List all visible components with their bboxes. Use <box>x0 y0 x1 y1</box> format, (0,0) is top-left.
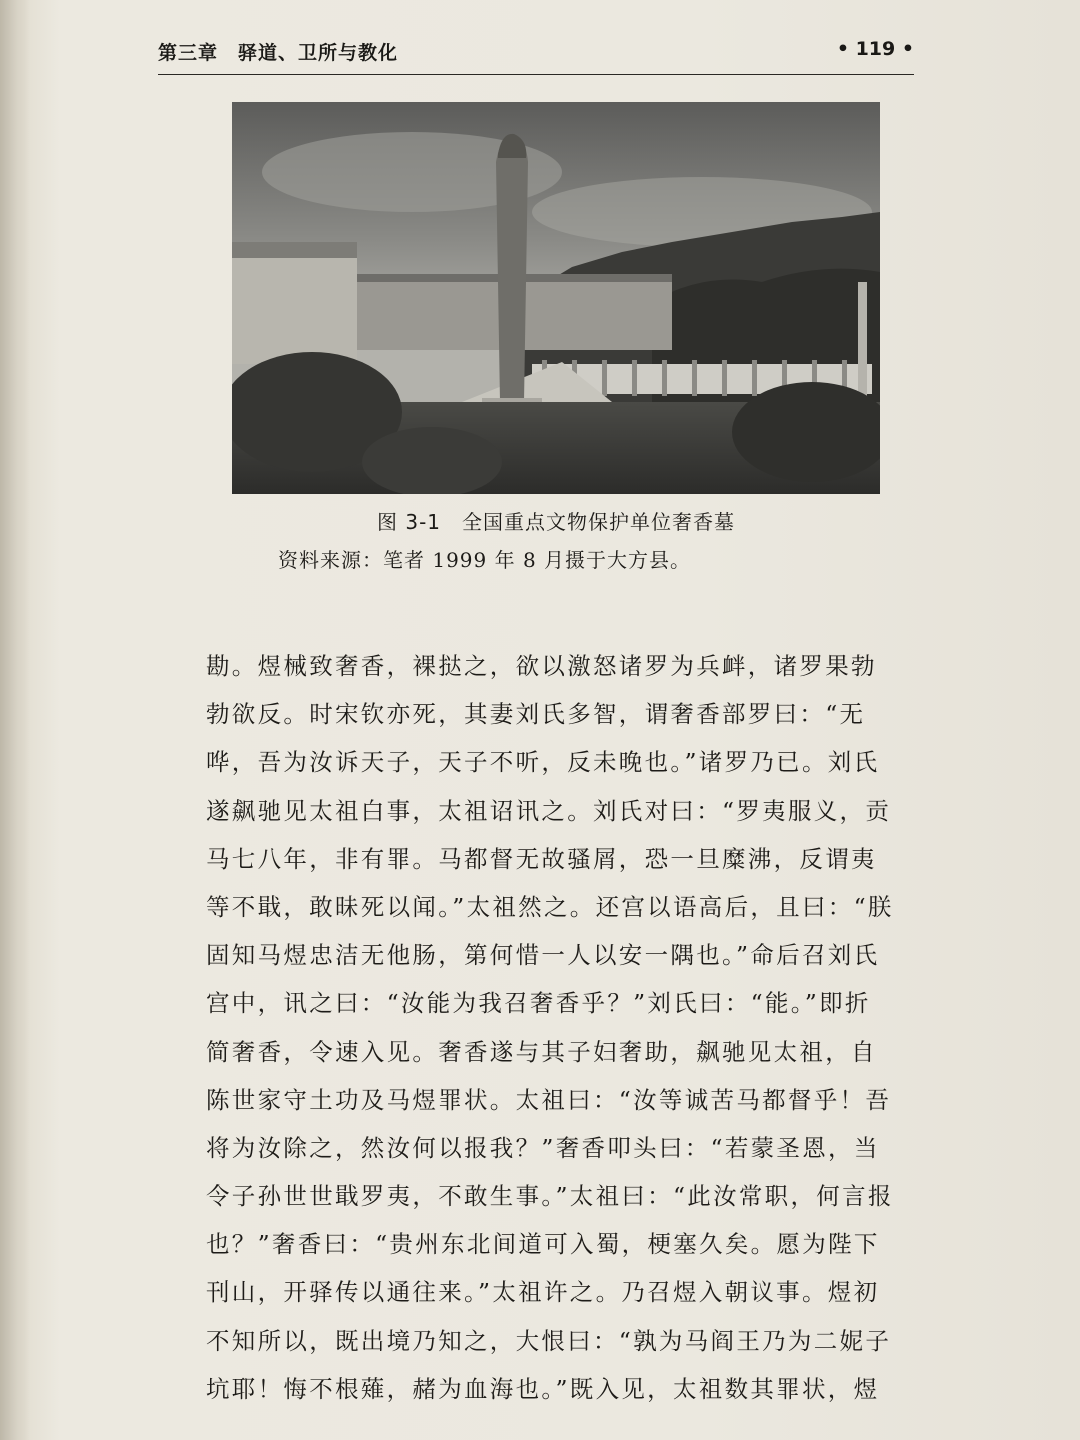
figure-caption: 图 3-1 全国重点文物保护单位奢香墓 <box>376 510 736 534</box>
text-line: 简奢香，令速入见。奢香遂与其子妇奢助，飙驰见太祖，自 <box>206 1037 877 1066</box>
text-line: 将为汝除之，然汝何以报我？”奢香叩头曰：“若蒙圣恩，当 <box>206 1133 880 1162</box>
text-line: 也？”奢香曰：“贵州东北间道可入蜀，梗塞久矣。愿为陛下 <box>206 1230 880 1259</box>
text-line: 马七八年，非有罪。马都督无故骚屑，恐一旦糜沸，反谓夷 <box>206 844 877 873</box>
text-line: 勘。煜械致奢香，裸挞之，欲以激怒诸罗为兵衅，诸罗果勃 <box>206 652 877 680</box>
text-line: 宫中，讯之曰：“汝能为我召奢香乎？”刘氏曰：“能。”即折 <box>206 989 871 1018</box>
figure-photo-tomb <box>232 102 880 494</box>
text-line: 遂飙驰见太祖白事，太祖诏讯之。刘氏对曰：“罗夷服义，贡 <box>206 796 892 825</box>
text-line: 等不戢，敢昧死以闻。”太祖然之。还宫以语高后，且曰：“朕 <box>206 892 894 921</box>
page-gutter-shadow <box>0 0 30 1440</box>
figure-source: 资料来源：笔者 1999 年 8 月摄于大方县。 <box>278 548 692 572</box>
photo-tomb-cap <box>232 242 357 258</box>
text-line: 勃欲反。时宋钦亦死，其妻刘氏多智，谓奢香部罗曰：“无 <box>206 700 866 729</box>
text-line: 不知所以，既出境乃知之，大恨曰：“孰为马阎王乃为二妮子 <box>206 1326 892 1355</box>
text-line: 哗，吾为汝诉天子，天子不听，反未晚也。”诸罗乃已。刘氏 <box>206 748 880 777</box>
photo-column <box>496 136 528 402</box>
text-line: 坑耶！悔不根薙，赭为血海也。”既入见，太祖数其罪状，煜 <box>206 1374 880 1403</box>
page-number: • 119 • <box>836 38 914 60</box>
text-line: 刊山，开驿传以通往来。”太祖许之。乃召煜入朝议事。煜初 <box>206 1278 880 1307</box>
photo-tomb-drum <box>232 254 357 364</box>
text-line: 固知马煜忠洁无他肠，第何惜一人以安一隅也。”命后召刘氏 <box>206 941 880 970</box>
body-text <box>206 642 926 1413</box>
photo-shrub <box>362 427 502 494</box>
chapter-title: 第三章 驿道、卫所与教化 <box>158 42 399 64</box>
text-line: 陈世家守土功及马煜罪状。太祖曰：“汝等诚苦马都督乎！吾 <box>206 1085 892 1114</box>
running-header <box>158 34 914 75</box>
text-line: 令子孙世世戢罗夷，不敢生事。”太祖曰：“此汝常职，何言报 <box>206 1182 894 1211</box>
